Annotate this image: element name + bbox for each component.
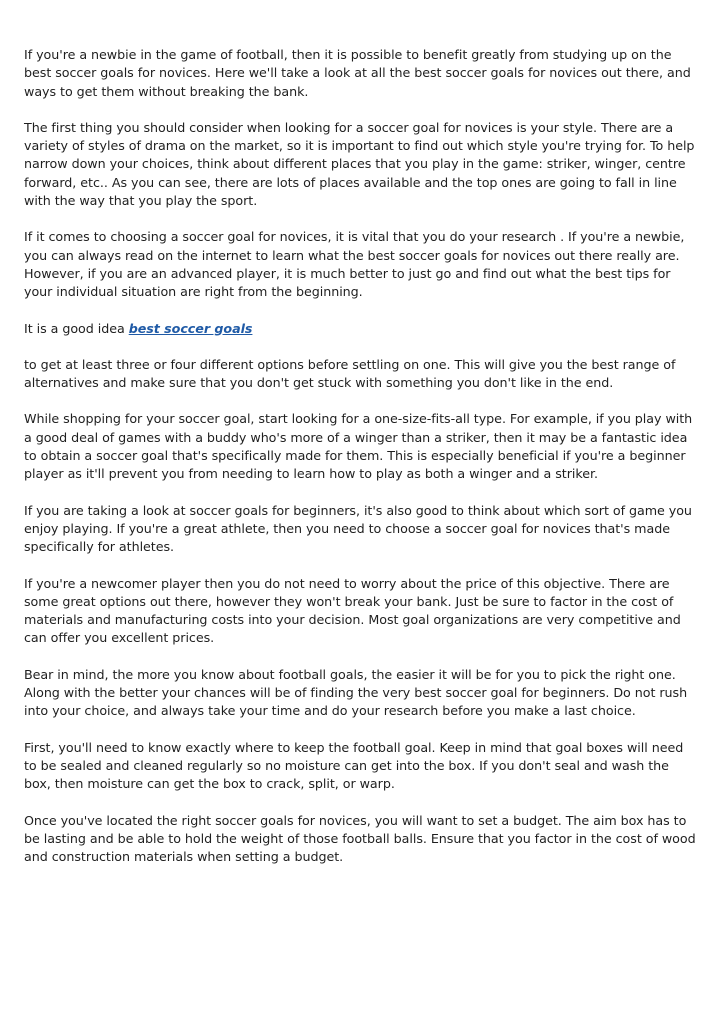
paragraph-10: First, you'll need to know exactly where to keep the football goal. Keep in mind that goal boxes will need to be sealed and cleaned regularly so no moisture can get into the box. If you don't seal and wash the box, then moisture can get the box to crack, split, or warp.: [24, 739, 684, 792]
link-paragraph: [24, 320, 696, 338]
paragraph-2: The first thing you should consider when looking for a soccer goal for novices is your style. There are a variety of styles of drama on the market, so it is important to find out which style you're trying for. To help narrow down your choices, think about different places that you play in the game: striker, winger, centre forward, etc.. As you can see, there are lots of places available and the top ones are going to fall in line with the way that you play the sport.: [24, 119, 695, 209]
paragraph-6: While shopping for your soccer goal, start looking for a one-size-fits-all type. For example, if you play with a good deal of games with a buddy who's more of a winger than a striker, then it may be a fantastic idea to obtain a soccer goal that's specifically made for them. This is especially beneficial if you're a beginner player as it'll prevent you from needing to learn how to play as both a winger and a striker.: [24, 411, 693, 482]
paragraph-9: Bear in mind, the more you know about football goals, the easier it will be for you to pick the right one. Along with the better your chances will be of finding the very best soccer goal for beginners. Do not rush into your choice, and always take your time and do your research before you make a last choice.: [24, 666, 688, 719]
paragraph-11: Once you've located the right soccer goals for novices, you will want to set a budget. The aim box has to be lasting and be able to hold the weight of those football balls. Ensure that you factor in the cost of wood and construction materials when setting a budget.: [24, 812, 696, 865]
best-soccer-goals-link[interactable]: best soccer goals: [128, 320, 253, 336]
paragraph-7: If you are taking a look at soccer goals for beginners, it's also good to think about which sort of game you enjoy playing. If you're a great athlete, then you need to choose a soccer goal for novices that's made specifically for athletes.: [24, 502, 692, 555]
paragraph-1: If you're a newbie in the game of football, then it is possible to benefit greatly from studying up on the best soccer goals for novices. Here we'll take a look at all the best soccer goals for novices out there, and ways to get them without breaking the bank.: [24, 47, 691, 99]
paragraph-3: If it comes to choosing a soccer goal for novices, it is vital that you do your research . If you're a newbie, you can always read on the internet to learn what the best soccer goals for novices out there really are. However, if you are an advanced player, it is much better to just go and find out what the best tips for your individual situation are right from the beginning.: [24, 229, 685, 300]
link-paragraph-prefix: It is a good idea: [24, 320, 129, 336]
paragraph-5: to get at least three or four different options before settling on one. This will give you the best range of alternatives and make sure that you don't get stuck with something you don't like in the end.: [24, 356, 676, 391]
paragraph-8: If you're a newcomer player then you do not need to worry about the price of this objective. There are some great options out there, however they won't break your bank. Just be sure to factor in the cost of materials and manufacturing costs into your decision. Most goal organizations are very competitive and can offer you excellent prices.: [24, 575, 681, 646]
